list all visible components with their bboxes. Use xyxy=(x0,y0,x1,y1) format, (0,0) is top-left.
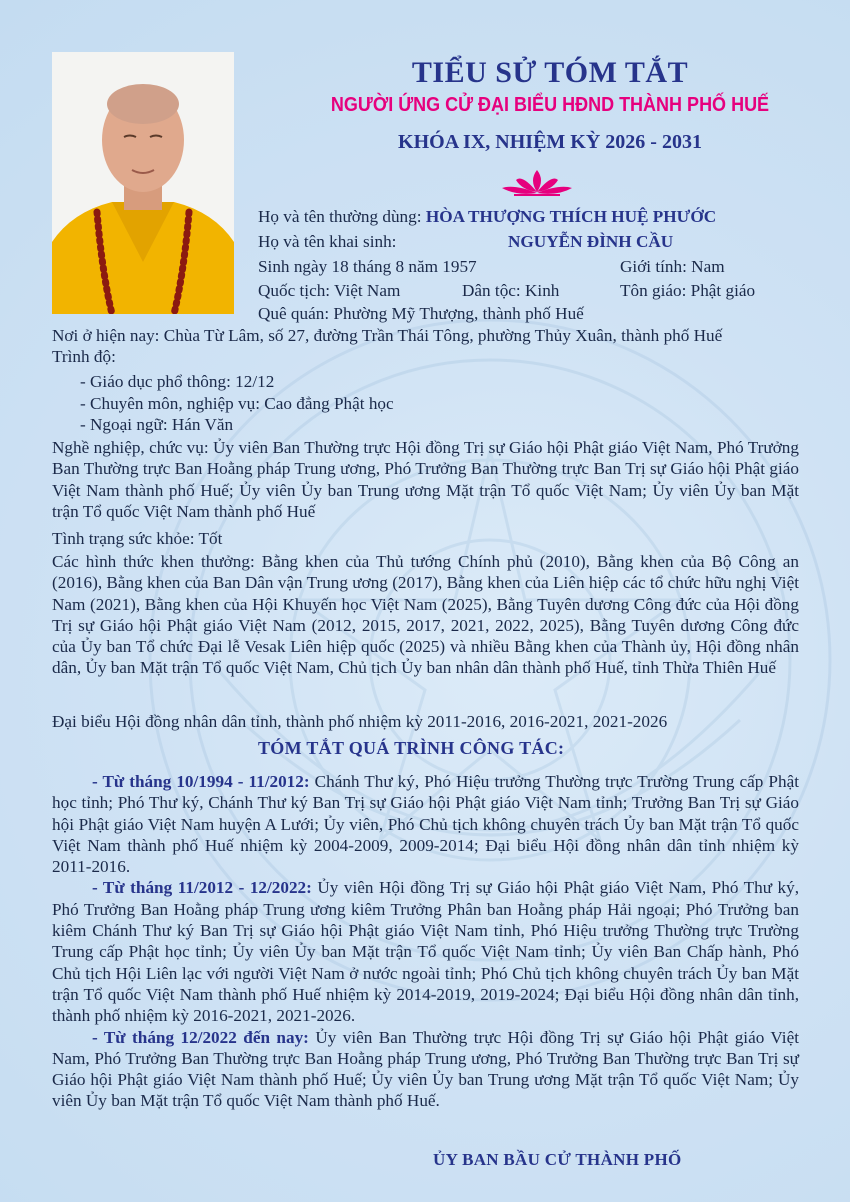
education-language: - Ngoại ngữ: Hán Văn xyxy=(80,415,234,434)
delegate-terms: Đại biểu Hội đồng nhân dân tỉnh, thành phố nhiệm kỳ 2011-2016, 2016-2021, 2021-2026 xyxy=(52,712,668,731)
career-entry xyxy=(52,1027,799,1112)
career-period: - Từ tháng 12/2022 đến nay: xyxy=(92,1027,309,1047)
residence: Nơi ở hiện nay: Chùa Từ Lâm, số 27, đường Trần Thái Tông, phường Thủy Xuân, thành phố Huế xyxy=(52,326,723,345)
document-title: TIỂU SỬ TÓM TẮT xyxy=(411,56,689,89)
lotus-icon xyxy=(500,168,574,198)
signature-committee: ỦY BAN BẦU CỬ THÀNH PHỐ xyxy=(433,1150,682,1169)
birth-name-value: NGUYỄN ĐÌNH CẦU xyxy=(508,232,674,251)
document-header xyxy=(250,55,850,157)
education-professional: - Chuyên môn, nghiệp vụ: Cao đẳng Phật học xyxy=(80,394,394,413)
document-term: KHÓA IX, NHIỆM KỲ 2026 - 2031 xyxy=(398,131,702,153)
career-text: Ủy viên Ban Thường trực Hội đồng Trị sự Giáo hội Phật giáo Việt Nam, Phó Trưởng Ban Thường trực Ban Hoằng pháp Trung ương, Phó Trưởng Ban Thường trực Ban Trị sự Giáo hội Phật giáo Việt Nam thành phố Huế; Ủy viên Ủy ban Trung ương Mặt trận Tổ quốc Việt Nam; Ủy viên Ủy ban Mặt trận Tổ quốc Việt Nam thành phố Huế. xyxy=(52,1027,799,1111)
career-text: Chánh Thư ký, Phó Hiệu trưởng Thường trực Trường Trung cấp Phật học tỉnh; Phó Thư ký, Chánh Thư ký Ban Trị sự Giáo hội Phật giáo Việt Nam tỉnh; Trưởng Ban Trị sự Giáo hội Phật giáo Việt Nam huyện A Lưới; Ủy viên, Phó Chủ tịch không chuyên trách Ủy ban Mặt trận Tổ quốc Việt Nam thành phố Huế nhiệm kỳ 2004-2009, 2009-2014; Đại biểu Hội đồng nhân dân tỉnh nhiệm kỳ 2011-2016. xyxy=(52,772,799,877)
ethnicity: Dân tộc: Kinh xyxy=(462,281,560,300)
career-period: - Từ tháng 10/1994 - 11/2012: xyxy=(92,772,310,791)
occupation: Nghề nghiệp, chức vụ: Ủy viên Ban Thường trực Hội đồng Trị sự Giáo hội Phật giáo Việt Nam, Phó Trưởng Ban Thường trực Ban Hoằng pháp Trung ương, Phó Trưởng Ban Thường trực Ban Trị sự Giáo hội Phật giáo Việt Nam thành phố Huế; Ủy viên Ủy ban Trung ương Mặt trận Tổ quốc Việt Nam; Ủy viên Ủy ban Mặt trận Tổ quốc Việt Nam thành phố Huế xyxy=(52,438,799,521)
document-subtitle: NGƯỜI ỨNG CỬ ĐẠI BIỂU HĐND THÀNH PHỐ HUẾ xyxy=(330,94,770,116)
common-name-value: HÒA THƯỢNG THÍCH HUỆ PHƯỚC xyxy=(425,207,717,226)
monk-portrait-icon xyxy=(52,52,234,314)
awards: Các hình thức khen thưởng: Bằng khen của Thủ tướng Chính phủ (2010), Bằng khen của Bộ Công an (2016), Bằng khen của Ban Dân vận Trung ương (2017), Bằng khen của Liên hiệp các tổ chức hữu nghị Việt Nam (2021), Bằng khen của Hội Khuyến học Việt Nam (2025), Bằng Tuyên dương Công đức của Hội đồng Trị sự Giáo hội Phật giáo Việt Nam (2012, 2015, 2017, 2021, 2022, 2025), Bằng Tuyên dương Công đức của Ủy ban Tổ chức Đại lễ Vesak Liên hiệp quốc (2025) và nhiều Bằng khen của Thành ủy, Hội đồng nhân dân, Ủy ban Mặt trận Tổ quốc Việt Nam, Chủ tịch Ủy ban nhân dân thành phố Huế, tỉnh Thừa Thiên Huế xyxy=(52,552,799,678)
hometown: Quê quán: Phường Mỹ Thượng, thành phố Huế xyxy=(258,304,584,323)
career-entry xyxy=(52,877,799,1026)
career-text: Ủy viên Hội đồng Trị sự Giáo hội Phật giáo Việt Nam, Phó Thư ký, Phó Trưởng Ban Hoằng pháp Trung ương kiêm Trưởng Phân ban Hoằng pháp Hải ngoại; Phó Trưởng ban kiêm Chánh Thư ký Ban Trị sự Giáo hội Phật giáo Việt Nam tỉnh, Phó Hiệu trưởng Thường trực Trường Trung cấp Phật học tỉnh; Ủy viên Ủy ban Mặt trận Tổ quốc Việt Nam tỉnh; Ủy viên Ban Chấp hành, Phó Chủ tịch Hội Liên lạc với người Việt Nam ở nước ngoài tỉnh; Phó Chủ tịch không chuyên trách Ủy ban Mặt trận Tổ quốc Việt Nam thành phố Huế nhiệm kỳ 2014-2019, 2019-2024; Đại biểu Hội đồng nhân dân tỉnh, thành phố nhiệm kỳ 2016-2021, 2021-2026. xyxy=(52,878,799,1026)
health-status: Tình trạng sức khỏe: Tốt xyxy=(52,529,223,548)
education-label: Trình độ: xyxy=(52,347,116,366)
common-name-row xyxy=(258,206,716,227)
nationality: Quốc tịch: Việt Nam xyxy=(258,281,401,300)
career-period: - Từ tháng 11/2012 - 12/2022: xyxy=(92,878,312,898)
gender: Giới tính: Nam xyxy=(620,257,725,276)
career-entry xyxy=(52,771,799,877)
religion: Tôn giáo: Phật giáo xyxy=(620,281,756,300)
career-section-title: TÓM TẮT QUÁ TRÌNH CÔNG TÁC: xyxy=(258,738,565,758)
birth-name-label: Họ và tên khai sinh: xyxy=(258,232,397,251)
portrait-photo xyxy=(52,52,234,314)
education-general: - Giáo dục phổ thông: 12/12 xyxy=(80,372,275,391)
common-name-label: Họ và tên thường dùng: xyxy=(258,207,422,226)
date-of-birth: Sinh ngày 18 tháng 8 năm 1957 xyxy=(258,257,477,276)
career-list xyxy=(52,771,799,1112)
